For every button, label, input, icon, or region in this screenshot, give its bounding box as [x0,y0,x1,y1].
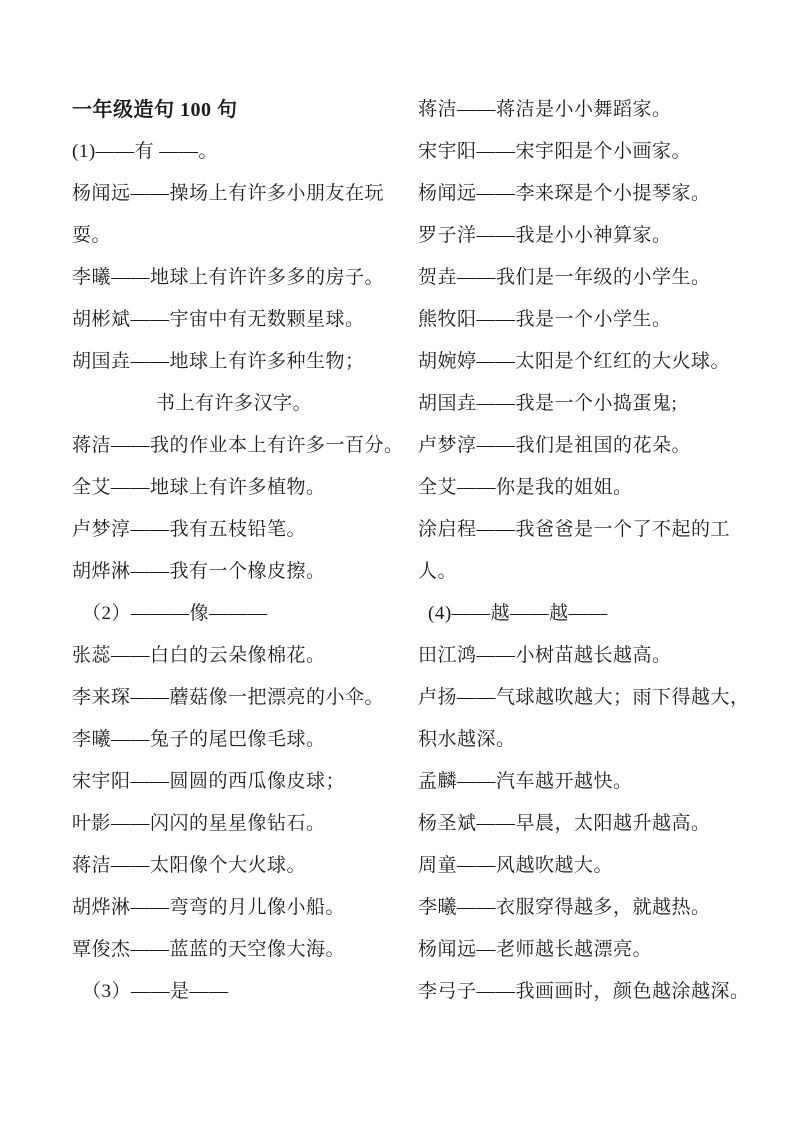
left-column [72,89,417,1013]
sentence-line: 胡国垚——我是一个小捣蛋鬼; [418,393,678,414]
sentence-line: 杨闻远——操场上有许多小朋友在玩 [72,183,385,204]
sentence-line: 胡国垚——地球上有许多种生物； [72,351,365,372]
sentence-line: 卢扬——气球越吹越大；雨下得越大， [418,687,750,708]
sentence-line: 胡烨淋——弯弯的月儿像小船。 [72,897,346,918]
continuation-line: 耍。 [72,225,112,246]
sentence-line: 胡彬斌——宇宙中有无数颗星球。 [72,309,365,330]
sentence-line: 卢梦淳——我们是祖国的花朵。 [418,435,692,456]
sentence-line: 熊牧阳——我是一个小学生。 [418,309,672,330]
sentence-line: 李曦——衣服穿得越多，就越热。 [418,897,711,918]
pattern-heading: (1)——有 ——。 [72,141,218,162]
sentence-line: 卢梦淳——我有五枝铅笔。 [72,519,307,540]
sentence-line: 孟麟——汽车越开越快。 [418,771,633,792]
sentence-line: 张蕊——白白的云朵像棉花。 [72,645,326,666]
continuation-line: 人。 [418,561,458,582]
continuation-line: 积水越深。 [418,729,516,750]
sentence-line: 李弓子——我画画时，颜色越涂越深。 [418,981,750,1002]
sentence-line: 蒋洁——蒋洁是小小舞蹈家。 [418,99,672,120]
sentence-line: 蒋洁——太阳像个大火球。 [72,855,307,876]
sentence-line: 杨闻远——李来琛是个小提琴家。 [418,183,711,204]
sentence-line: 胡婉婷——太阳是个红红的大火球。 [418,351,731,372]
sentence-line: 周童——风越吹越大。 [418,855,614,876]
sentence-line: 宋宇阳——宋宇阳是个小画家。 [418,141,692,162]
sentence-line: 杨圣斌——早晨，太阳越升越高。 [418,813,711,834]
sentence-line: 杨闻远—老师越长越漂亮。 [418,939,653,960]
sentence-line: 全艾——地球上有许多植物。 [72,477,326,498]
sentence-line: 覃俊杰——蓝蓝的天空像大海。 [72,939,346,960]
sentence-line: 全艾——你是我的姐姐。 [418,477,633,498]
pattern-heading: （2）———像——— [82,603,268,624]
right-column [418,89,763,1013]
continuation-line: 书上有许多汉字。 [156,393,313,414]
sentence-line: 罗子洋——我是小小神算家。 [418,225,672,246]
sentence-line: 蒋洁——我的作业本上有许多一百分。 [72,435,404,456]
sentence-line: 涂启程——我爸爸是一个了不起的工 [418,519,731,540]
doc-title: 一年级造句 100 句 [72,99,238,121]
pattern-heading: (4)——越——越—— [428,603,608,624]
sentence-line: 田江鸿——小树苗越长越高。 [418,645,672,666]
sentence-line: 宋宇阳——圆圆的西瓜像皮球； [72,771,346,792]
sentence-line: 李曦——地球上有许许多多的房子。 [72,267,385,288]
sentence-line: 李来琛——蘑菇像一把漂亮的小伞。 [72,687,385,708]
sentence-line: 贺垚——我们是一年级的小学生。 [418,267,711,288]
sentence-line: 胡烨淋——我有一个橡皮擦。 [72,561,326,582]
pattern-heading: （3）——是—— [82,981,229,1002]
sentence-line: 李曦——兔子的尾巴像毛球。 [72,729,326,750]
sentence-line: 叶影——闪闪的星星像钻石。 [72,813,326,834]
